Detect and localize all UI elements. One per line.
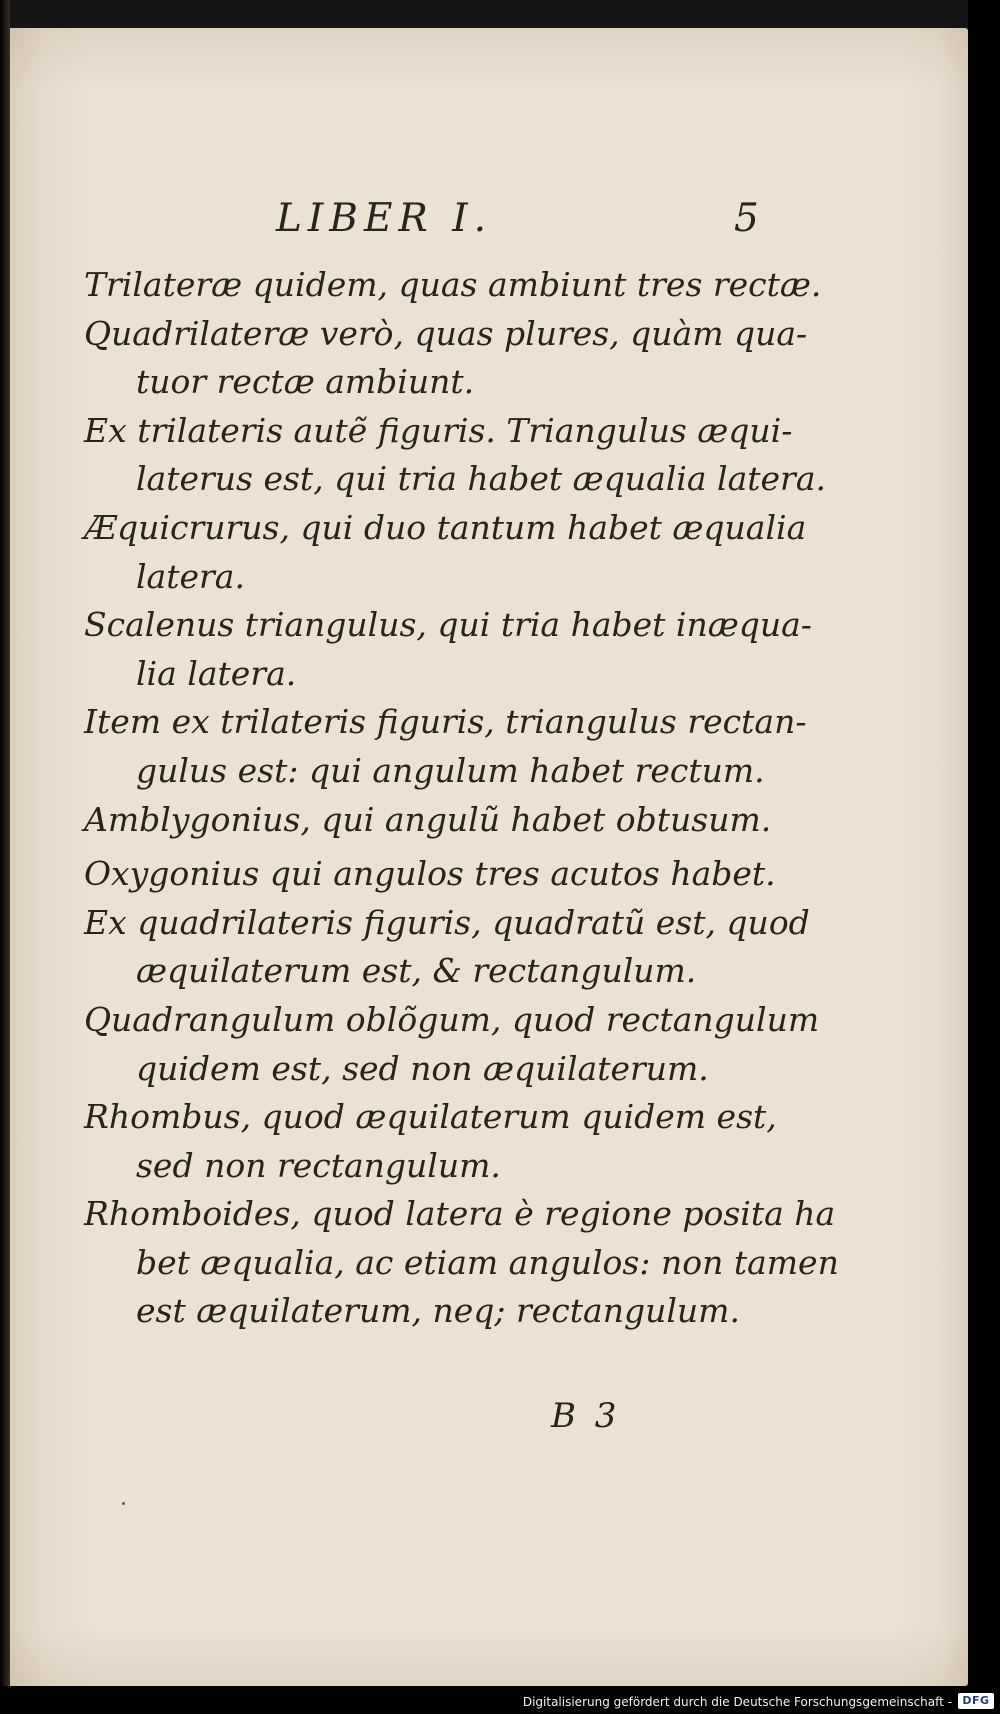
text-line: laterus est, qui tria habet æqualia latera. [136,459,826,499]
text-line: Amblygonius, qui angulũ habet obtusum. [84,799,772,839]
text-line: Oxygonius qui angulos tres acutos habet. [84,854,776,894]
text-line: tuor rectæ ambiunt. [136,362,475,402]
text-line: gulus est: qui angulum habet rectum. [136,750,765,790]
signature-mark: B 3 [551,1396,621,1436]
text-line: Ex quadrilateris figuris, quadratũ est, quod [84,902,810,942]
book-page [6,28,968,1686]
running-head: LIBER I. [276,196,492,241]
text-line: Ex trilateris autẽ figuris. Triangulus æqui- [84,410,793,450]
text-line: lia latera. [136,653,297,693]
text-line: est æquilaterum, neq; rectangulum. [136,1291,740,1331]
footer-bar [0,1686,1000,1714]
text-line: sed non rectangulum. [136,1145,501,1185]
scan-border [968,0,1000,1714]
dfg-logo[interactable]: DFG [958,1693,994,1709]
text-line: Rhomboides, quod latera è regione posita ha [84,1194,836,1234]
binding-edge [0,0,10,1714]
text-line: æquilaterum est, & rectangulum. [136,951,697,991]
text-line: Trilateræ quidem, quas ambiunt tres rectæ. [84,265,822,304]
text-line: quidem est, sed non æquilaterum. [136,1048,709,1088]
page-header [6,196,968,256]
funding-credit: Digitalisierung gefördert durch die Deutsche Forschungsgemeinschaft - [522,1695,952,1709]
text-line: Quadrilateræ verò, quas plures, quàm qua- [84,313,808,353]
text-line: Quadrangulum oblõgum, quod rectangulum [84,999,820,1039]
text-block [84,261,839,1336]
text-line: Item ex trilateris figuris, triangulus rectan- [84,702,807,742]
paper-speck [122,1502,125,1505]
text-line: Æquicrurus, qui duo tantum habet æqualia [84,507,807,547]
text-line: latera. [136,556,245,596]
text-line: Rhombus, quod æquilaterum quidem est, [84,1097,777,1137]
text-line: bet æqualia, ac etiam angulos: non tamen [136,1242,839,1282]
text-line: Scalenus triangulus, qui tria habet inæqua- [84,605,812,645]
page-number: 5 [734,196,759,241]
